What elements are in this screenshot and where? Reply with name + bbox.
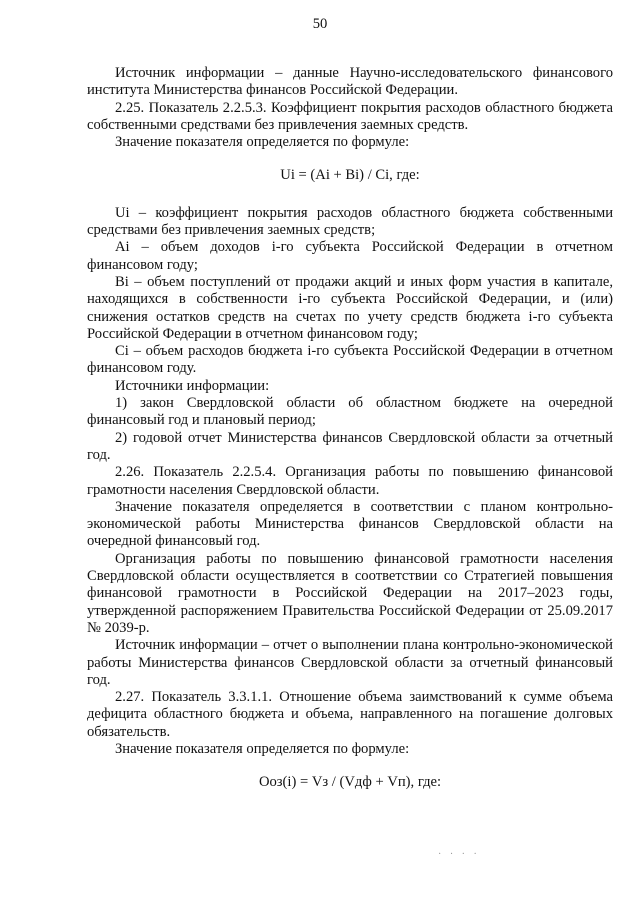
paragraph-source-info: Источник информации – данные Научно-исследовательского финансового института Министерства финансов Российской Федерации. (87, 65, 613, 99)
formula-ooz: Ооз(i) = Vз / (Vдф + Vп), где: (258, 774, 442, 791)
definition-bi: Bi – объем поступлений от продажи акций и иных форм участия в капитале, находящихся в собственности i-го субъекта Российской Федерации, и (или) снижения остатков средств на счетах по учету средств бюджета i-го субъекта Российской Федерации в отчетном финансовом году; (87, 273, 613, 342)
paragraph-strategy: Организация работы по повышению финансовой грамотности населения Свердловской области осуществляется в соответствии со Стратегией повышения финансовой грамотности в Российской Федерации на 2017–2023 годы, утвержденной распоряжением Правительства Российской Федерации от 25.09.2017 № 2039-р. (87, 550, 613, 636)
definition-ai: Ai – объем доходов i-го субъекта Российской Федерации в отчетном финансовом году; (87, 239, 613, 273)
paragraph-indicator-2-25: 2.25. Показатель 2.2.5.3. Коэффициент покрытия расходов областного бюджета собственными средствами без привлечения заемных средств. (87, 99, 613, 133)
source-item-1: 1) закон Свердловской области об областном бюджете на очередной финансовый год и плановый период; (87, 395, 613, 429)
document-body (87, 65, 613, 812)
sources-heading: Источники информации: (115, 377, 270, 394)
formula-ui: Ui = (Ai + Bi) / Ci, где: (280, 167, 420, 184)
paragraph-formula-intro: Значение показателя определяется по формуле: (115, 134, 410, 151)
source-item-2: 2) годовой отчет Министерства финансов Свердловской области за отчетный год. (87, 429, 613, 463)
paragraph-indicator-2-27: 2.27. Показатель 3.3.1.1. Отношение объема заимствований к сумме объема дефицита областного бюджета и объема, направленного на погашение долговых обязательств. (87, 689, 613, 740)
scan-artifact: · · · · (438, 849, 480, 860)
definition-ci: Ci – объем расходов бюджета i-го субъекта Российской Федерации в отчетном финансовом году. (87, 343, 613, 377)
definition-ui: Ui – коэффициент покрытия расходов областного бюджета собственными средствами без привлечения заемных средств; (87, 204, 613, 239)
paragraph-formula-intro-2: Значение показателя определяется по формуле: (115, 740, 410, 757)
paragraph-source-report: Источник информации – отчет о выполнении плана контрольно-экономической работы Министерства финансов Свердловской области за отчетный финансовый год. (87, 637, 613, 688)
paragraph-indicator-2-26: 2.26. Показатель 2.2.5.4. Организация работы по повышению финансовой грамотности населения Свердловской области. (87, 464, 613, 498)
paragraph-value-plan: Значение показателя определяется в соответствии с планом контрольно-экономической работы Министерства финансов Свердловской области на очередной финансовый год. (87, 498, 613, 550)
page-number: 50 (312, 16, 328, 32)
